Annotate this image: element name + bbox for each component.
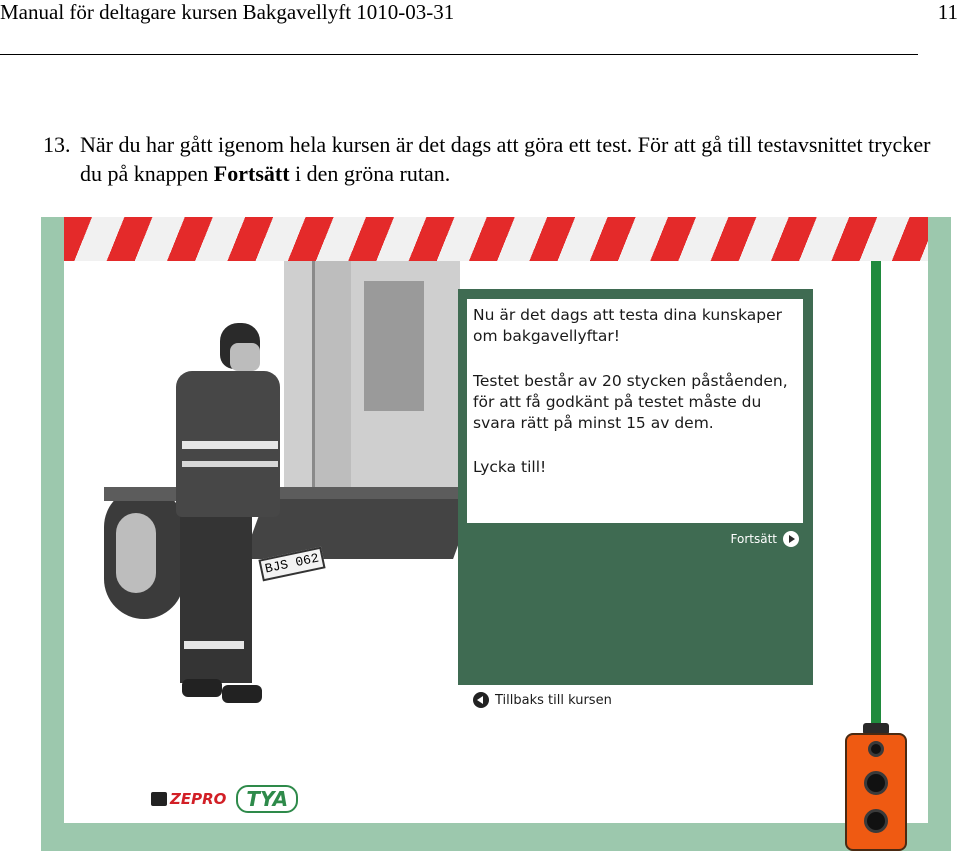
step-text-after: i den gröna rutan. [289, 161, 451, 186]
back-to-course-button[interactable] [473, 692, 612, 708]
control-pendant [845, 733, 907, 851]
zepro-logo-text: ZEPRO [170, 790, 227, 808]
license-plate: BJS 062 [258, 547, 325, 582]
play-icon [783, 531, 799, 547]
page-number: 11 [937, 0, 958, 24]
worker-boot [182, 679, 222, 697]
logos [151, 785, 298, 813]
page-header-title: Manual för deltagare kursen Bakgavellyft 1010-03-31 [0, 0, 455, 24]
header-rule [0, 54, 918, 55]
course-screen [64, 261, 928, 823]
pendant-button-top [868, 741, 884, 757]
pendant-button-up [864, 771, 888, 795]
dialog-paragraph-good-luck: Lycka till! [473, 458, 547, 476]
dialog-paragraph-rules: Testet består av 20 stycken påståenden, för att få godkänt på testet måste du svara rätt på minst 15 av dem. [473, 372, 788, 432]
worker-reflector [182, 461, 278, 467]
course-screenshot [41, 217, 951, 851]
step-text-before: När du har gått igenom hela kursen är det dags att göra ett test. För att gå till testavsnittet trycker du på knappen [80, 132, 931, 186]
warning-stripes [64, 217, 928, 261]
dialog-paragraph-intro: Nu är det dags att testa dina kunskaper om bakgavellyftar! [473, 306, 783, 345]
worker-reflector [184, 641, 244, 649]
back-to-course-label: Tillbaks till kursen [495, 692, 612, 708]
zepro-icon [151, 792, 167, 806]
worker-reflector [182, 441, 278, 449]
worker-face [230, 343, 260, 371]
truck-door [312, 261, 351, 493]
truck-panel [364, 281, 424, 411]
worker-boot [222, 685, 262, 703]
tya-logo: TYA [236, 785, 298, 813]
worker-legs [180, 513, 252, 683]
step-text [80, 130, 948, 188]
continue-label: Fortsätt [730, 532, 777, 546]
dialog-card [467, 299, 803, 523]
truck-rim [116, 513, 156, 593]
truck-photo [64, 261, 460, 823]
step-number: 13. [43, 132, 71, 157]
pendant-button-down [864, 809, 888, 833]
control-cable [871, 261, 881, 733]
step-text-bold: Fortsätt [213, 161, 290, 186]
test-dialog [458, 289, 813, 685]
continue-button[interactable] [731, 531, 799, 547]
zepro-logo [151, 790, 226, 808]
back-arrow-icon [473, 692, 489, 708]
step-instruction [43, 130, 948, 188]
